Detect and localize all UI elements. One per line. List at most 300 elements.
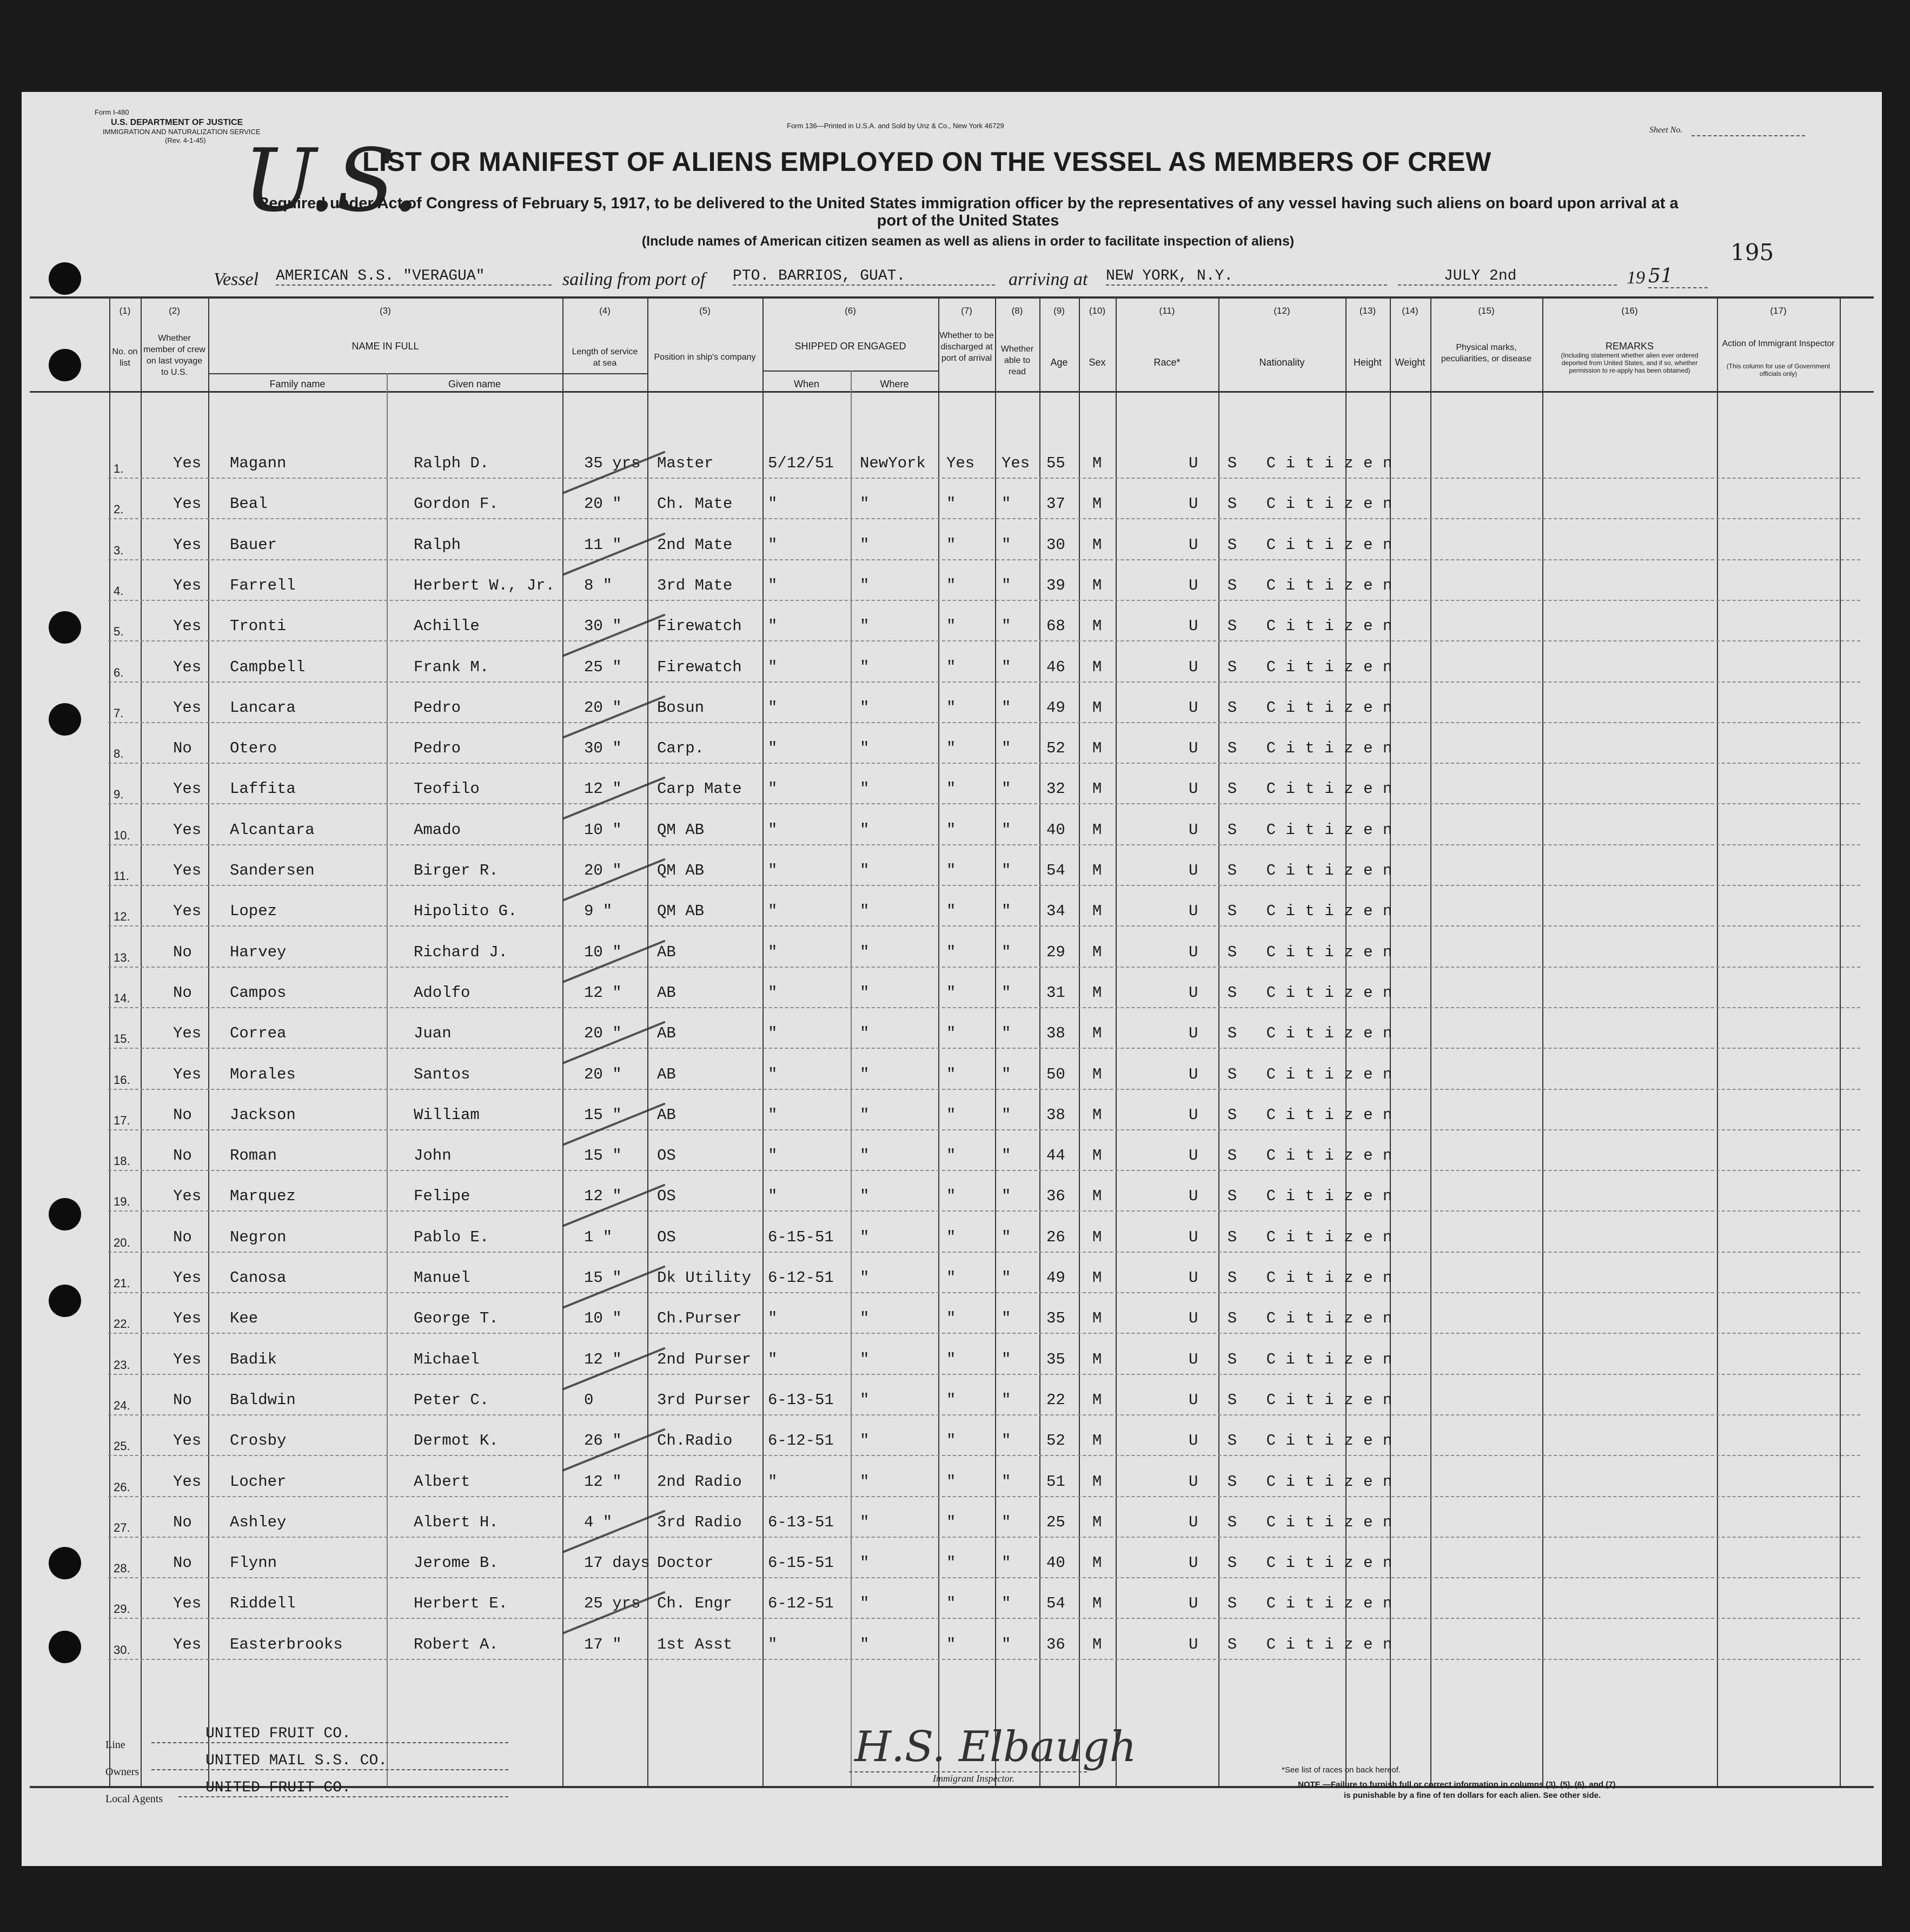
service-cell: 10 " [584,943,622,961]
read-cell: " [1002,1024,1011,1043]
row-number: 3. [114,543,124,557]
given-name-cell: Ralph [414,535,461,554]
age-cell: 29 [1046,943,1065,961]
given-name-cell: Frank M. [414,658,489,676]
service-cell: 20 " [584,698,622,717]
age-cell: 50 [1046,1065,1065,1083]
age-cell: 51 [1046,1472,1065,1491]
age-cell: 30 [1046,535,1065,554]
discharged-cell: " [946,780,956,798]
family-name-cell: Lancara [230,698,296,717]
owners-name: UNITED MAIL S.S. CO. [151,1752,508,1770]
nationality-cell: U S Citizen [1189,1554,1402,1572]
col-head-name: NAME IN FULL [352,341,419,352]
last-voyage-cell: No [173,1147,192,1165]
sex-cell: M [1092,1635,1102,1653]
nationality-cell: U S Citizen [1189,576,1402,594]
given-name-cell: Peter C. [414,1391,489,1409]
port-to: NEW YORK, N.Y. [1106,268,1387,286]
read-cell: " [1002,658,1011,676]
shipped-when-cell: " [768,617,778,636]
service-cell: 12 " [584,983,622,1002]
shipped-where-cell: " [860,943,870,961]
service-cell: 25 " [584,658,622,676]
shipped-where-cell: NewYork [860,454,926,472]
given-name-cell: Jerome B. [414,1554,499,1572]
family-name-cell: Marquez [230,1187,296,1206]
table-row [22,886,1882,927]
service-cell: 30 " [584,739,622,758]
age-cell: 36 [1046,1187,1065,1206]
form-number: Form I-480 [95,108,129,116]
discharged-cell: " [946,1350,956,1368]
shipped-when-cell: 6-12-51 [768,1594,834,1613]
shipped-where-cell: " [860,698,870,717]
shipped-where-cell: " [860,1024,870,1043]
binder-hole [49,1198,81,1230]
signature-line [849,1771,1087,1772]
read-cell: " [1002,902,1011,921]
table-row [22,1375,1882,1415]
discharged-cell: " [946,902,956,921]
age-cell: 37 [1046,495,1065,513]
position-cell: 2nd Purser [657,1350,752,1368]
sex-cell: M [1092,780,1102,798]
given-name-cell: Amado [414,821,461,839]
col-head-position: Position in ship's company [654,353,756,362]
row-number: 10. [114,828,130,842]
service-cell: 10 " [584,821,622,839]
subtitle-note: (Include names of American citizen seamen as well as aliens in order to facilitate inspection of aliens) [641,234,1295,249]
read-cell: " [1002,983,1011,1002]
family-name-cell: Otero [230,739,277,758]
page-number: 195 [1730,239,1774,266]
shipped-when-cell: " [768,1187,778,1206]
last-voyage-cell: Yes [173,1269,202,1287]
shipped-when-cell: " [768,658,778,676]
last-voyage-cell: No [173,1391,192,1409]
read-cell: " [1002,1635,1011,1653]
sex-cell: M [1092,983,1102,1002]
col-head-discharged: Whether to be discharged at port of arrival [939,331,994,363]
shipped-when-cell: " [768,1309,778,1328]
position-cell: 2nd Mate [657,535,733,554]
shipped-when-cell: " [768,1024,778,1043]
read-cell: " [1002,943,1011,961]
table-row [22,1008,1882,1049]
sex-cell: M [1092,1269,1102,1287]
sex-cell: M [1092,821,1102,839]
discharged-cell: " [946,943,956,961]
service-cell: 4 " [584,1513,613,1531]
read-cell: " [1002,1065,1011,1083]
position-cell: Master [657,454,714,472]
table-row [22,601,1882,641]
position-cell: QM AB [657,902,705,921]
last-voyage-cell: Yes [173,821,202,839]
table-row [22,1049,1882,1090]
discharged-cell: " [946,821,956,839]
shipped-where-cell: " [860,1432,870,1450]
last-voyage-cell: Yes [173,576,202,594]
row-number: 30. [114,1643,130,1657]
service-cell: 8 " [584,576,613,594]
given-name-cell: Pedro [414,698,461,717]
shipped-when-cell: " [768,495,778,513]
row-number: 8. [114,747,124,761]
given-name-cell: Herbert E. [414,1594,508,1613]
sex-cell: M [1092,1024,1102,1043]
binder-hole [49,262,81,295]
service-cell: 17 days [584,1554,650,1572]
handwritten-mark: U.S. [243,130,420,231]
given-name-cell: Gordon F. [414,495,499,513]
sex-cell: M [1092,1309,1102,1328]
shipped-where-cell: " [860,1106,870,1124]
age-cell: 34 [1046,902,1065,921]
shipped-where-cell: " [860,1228,870,1246]
last-voyage-cell: Yes [173,1635,202,1653]
position-cell: 3rd Radio [657,1513,742,1531]
col-head-remarks-note: (Including statement whether alien ever ordered deported from United States, and if so, whether permission to re-apply has been obtained) [1561,352,1699,374]
col-head-given: Given name [448,379,501,389]
discharged-cell: " [946,739,956,758]
position-cell: 3rd Purser [657,1391,752,1409]
position-cell: Firewatch [657,658,742,676]
discharged-cell: " [946,1024,956,1043]
family-name-cell: Magann [230,454,287,472]
shipped-when-cell: " [768,1350,778,1368]
row-number: 16. [114,1073,130,1087]
sex-cell: M [1092,1228,1102,1246]
service-cell: 12 " [584,780,622,798]
age-cell: 25 [1046,1513,1065,1531]
col-num-15: (15) [1478,306,1495,316]
header-rule-bottom [30,391,1874,393]
shipped-when-cell: " [768,1065,778,1083]
last-voyage-cell: No [173,983,192,1002]
nationality-cell: U S Citizen [1189,1309,1402,1328]
binder-hole [49,1631,81,1663]
shipped-where-cell: " [860,1187,870,1206]
age-cell: 55 [1046,454,1065,472]
position-cell: Bosun [657,698,705,717]
col-num-13: (13) [1359,306,1376,316]
shipped-when-cell: " [768,862,778,879]
age-cell: 52 [1046,739,1065,758]
given-name-cell: William [414,1106,480,1124]
sex-cell: M [1092,1350,1102,1368]
discharged-cell: " [946,658,956,676]
shipped-when-cell: " [768,698,778,717]
agents-name: UNITED FRUIT CO. [178,1779,508,1797]
col-num-11: (11) [1159,306,1175,316]
binder-hole [49,1547,81,1579]
nationality-cell: U S Citizen [1189,902,1402,921]
col-head-physical: Physical marks, peculiarities, or disease [1441,343,1532,363]
read-cell: " [1002,780,1011,798]
shipped-when-cell: " [768,1635,778,1653]
age-cell: 22 [1046,1391,1065,1409]
read-cell: " [1002,698,1011,717]
nationality-cell: U S Citizen [1189,495,1402,513]
last-voyage-cell: Yes [173,454,202,472]
last-voyage-cell: Yes [173,698,202,717]
read-cell: Yes [1002,454,1030,472]
table-row [22,479,1882,519]
fine-note-1: NOTE.—Failure to furnish full or correct information in columns (3), (5), (6), and (7) [1298,1780,1616,1789]
col-num-7: (7) [961,306,972,316]
col-head-service: Length of service at sea [572,347,638,368]
position-cell: QM AB [657,862,705,879]
read-cell: " [1002,821,1011,839]
last-voyage-cell: Yes [173,862,202,879]
col-num-8: (8) [1011,306,1023,316]
col-num-9: (9) [1053,306,1065,316]
age-cell: 40 [1046,1554,1065,1572]
arrival-date: JULY 2nd [1398,268,1617,286]
discharged-cell: " [946,1147,956,1165]
col-head-shipped: SHIPPED OR ENGAGED [794,341,906,352]
age-cell: 35 [1046,1309,1065,1328]
col-head-remarks: REMARKS [1605,341,1654,352]
discharged-cell: " [946,576,956,594]
discharged-cell: " [946,1554,956,1572]
row-number: 12. [114,910,130,924]
sailing-label: sailing from port of [562,269,706,289]
col-num-17: (17) [1770,306,1787,316]
nationality-cell: U S Citizen [1189,1147,1402,1165]
table-row [22,1334,1882,1375]
position-cell: Firewatch [657,617,742,636]
family-name-cell: Farrell [230,576,296,594]
row-number: 29. [114,1602,130,1616]
shipped-where-cell: " [860,1554,870,1572]
service-cell: 25 yrs [584,1594,641,1613]
discharged-cell: Yes [946,454,975,472]
shipped-where-cell: " [860,780,870,798]
printer-line: Form 136—Printed in U.S.A. and Sold by Unz & Co., New York 46729 [787,122,1004,130]
shipped-where-cell: " [860,1594,870,1613]
row-number: 25. [114,1439,130,1453]
row-number: 9. [114,788,124,802]
col-head-action-note: (This column for use of Government officials only) [1726,362,1831,378]
position-cell: AB [657,1106,676,1124]
discharged-cell: " [946,983,956,1002]
sex-cell: M [1092,576,1102,594]
table-row [22,560,1882,601]
shipped-when-cell: 6-15-51 [768,1554,834,1572]
age-cell: 54 [1046,1594,1065,1613]
sheet-label: Sheet No. [1649,125,1683,135]
given-name-cell: John [414,1147,452,1165]
nationality-cell: U S Citizen [1189,1187,1402,1206]
owners-label: Owners [105,1766,140,1778]
shipped-where-cell: " [860,576,870,594]
sheet-number-line [1692,135,1805,136]
nationality-cell: U S Citizen [1189,739,1402,758]
last-voyage-cell: Yes [173,1309,202,1328]
last-voyage-cell: No [173,1106,192,1124]
sex-cell: M [1092,902,1102,921]
row-number: 26. [114,1480,130,1494]
given-name-cell: George T. [414,1309,499,1328]
read-cell: " [1002,1594,1011,1613]
position-cell: OS [657,1187,676,1206]
table-row [22,845,1882,886]
row-number: 2. [114,502,124,517]
service-cell: 30 " [584,617,622,636]
read-cell: " [1002,495,1011,513]
nationality-cell: U S Citizen [1189,821,1402,839]
discharged-cell: " [946,1228,956,1246]
department: U.S. DEPARTMENT OF JUSTICE [111,118,243,127]
row-rule [108,1659,1860,1660]
shipped-when-cell: 6-12-51 [768,1269,834,1287]
family-name-cell: Correa [230,1024,287,1043]
last-voyage-cell: No [173,1554,192,1572]
shipped-when-cell: " [768,983,778,1002]
discharged-cell: " [946,495,956,513]
nationality-cell: U S Citizen [1189,1472,1402,1491]
read-cell: " [1002,1472,1011,1491]
read-cell: " [1002,1309,1011,1328]
read-cell: " [1002,862,1011,879]
agents-label: Local Agents [105,1793,163,1805]
service-cell: 10 " [584,1309,622,1328]
sex-cell: M [1092,454,1102,472]
row-number: 21. [114,1276,130,1290]
sex-cell: M [1092,1432,1102,1450]
discharged-cell: " [946,1635,956,1653]
inspector-label: Immigrant Inspector. [933,1773,1014,1784]
read-cell: " [1002,1513,1011,1531]
read-cell: " [1002,1391,1011,1409]
service-cell: 20 " [584,1024,622,1043]
shipped-when-cell: 5/12/51 [768,454,834,472]
row-number: 1. [114,462,124,475]
nationality-cell: U S Citizen [1189,780,1402,798]
shipped-where-cell: " [860,1391,870,1409]
subtitle: Required under Act of Congress of February 5, 1917, to be delivered to the United States immigration officer by the representatives of any vessel having such aliens on board upon arrival at a [257,195,1679,212]
service-cell: 12 " [584,1472,622,1491]
service-cell: 11 " [584,535,622,554]
position-cell: AB [657,1065,676,1083]
last-voyage-cell: No [173,1228,192,1246]
col-num-10: (10) [1089,306,1106,316]
given-name-cell: Ralph D. [414,454,489,472]
row-number: 23. [114,1358,130,1372]
sex-cell: M [1092,1594,1102,1613]
binder-hole [49,703,81,736]
row-number: 11. [114,869,129,883]
table-row [22,723,1882,764]
family-name-cell: Crosby [230,1432,287,1450]
revision: (Rev. 4-1-45) [165,136,206,144]
family-name-cell: Morales [230,1065,296,1083]
given-name-cell: Felipe [414,1187,470,1206]
row-number: 28. [114,1562,130,1576]
binder-hole [49,611,81,644]
table-row [22,438,1882,479]
col-num-4: (4) [599,306,611,316]
arriving-label: arriving at [1009,269,1088,289]
shipped-where-cell: " [860,862,870,879]
table-row [22,1171,1882,1212]
last-voyage-cell: Yes [173,1065,202,1083]
row-number: 6. [114,665,124,679]
nationality-cell: U S Citizen [1189,1228,1402,1246]
discharged-cell: " [946,1106,956,1124]
sex-cell: M [1092,1554,1102,1572]
col-num-16: (16) [1621,306,1638,316]
sex-cell: M [1092,1147,1102,1165]
nationality-cell: U S Citizen [1189,658,1402,676]
table-row [22,968,1882,1008]
page-title: LIST OR MANIFEST OF ALIENS EMPLOYED ON THE VESSEL AS MEMBERS OF CREW [362,147,1491,177]
last-voyage-cell: No [173,739,192,758]
last-voyage-cell: Yes [173,535,202,554]
read-cell: " [1002,617,1011,636]
sex-cell: M [1092,1187,1102,1206]
header-rule-top [30,296,1874,299]
inspector-signature: H.S. Elbaugh [854,1723,1137,1771]
position-cell: AB [657,1024,676,1043]
discharged-cell: " [946,1472,956,1491]
col-head-when: When [793,379,820,389]
binder-hole [49,349,81,381]
discharged-cell: " [946,1513,956,1531]
table-row [22,1578,1882,1619]
given-name-cell: Teofilo [414,780,480,798]
position-cell: OS [657,1147,676,1165]
shipped-when-cell: " [768,1147,778,1165]
last-voyage-cell: No [173,1513,192,1531]
given-name-cell: Albert H. [414,1513,499,1531]
given-name-cell: Adolfo [414,983,470,1002]
row-number: 14. [114,991,130,1005]
read-cell: " [1002,1147,1011,1165]
age-cell: 26 [1046,1228,1065,1246]
given-name-cell: Santos [414,1065,470,1083]
shipped-where-cell: " [860,1635,870,1653]
read-cell: " [1002,1269,1011,1287]
line-label: Line [105,1739,125,1751]
last-voyage-cell: Yes [173,1187,202,1206]
discharged-cell: " [946,535,956,554]
subtitle-port: port of the United States [877,212,1059,229]
age-cell: 52 [1046,1432,1065,1450]
shipped-where-cell: " [860,1147,870,1165]
service: IMMIGRATION AND NATURALIZATION SERVICE [103,128,261,136]
family-name-cell: Laffita [230,780,296,798]
year-suffix: 51 [1648,265,1708,288]
table-row [22,1253,1882,1293]
sex-cell: M [1092,1106,1102,1124]
row-number: 13. [114,950,130,964]
sex-cell: M [1092,698,1102,717]
last-voyage-cell: Yes [173,617,202,636]
service-cell: 12 " [584,1350,622,1368]
shipped-where-cell: " [860,983,870,1002]
table-row [22,683,1882,723]
discharged-cell: " [946,698,956,717]
nationality-cell: U S Citizen [1189,983,1402,1002]
sex-cell: M [1092,1391,1102,1409]
family-name-cell: Campbell [230,658,306,676]
service-cell: 9 " [584,902,613,921]
col-head-action: Action of Immigrant Inspector [1722,339,1835,348]
